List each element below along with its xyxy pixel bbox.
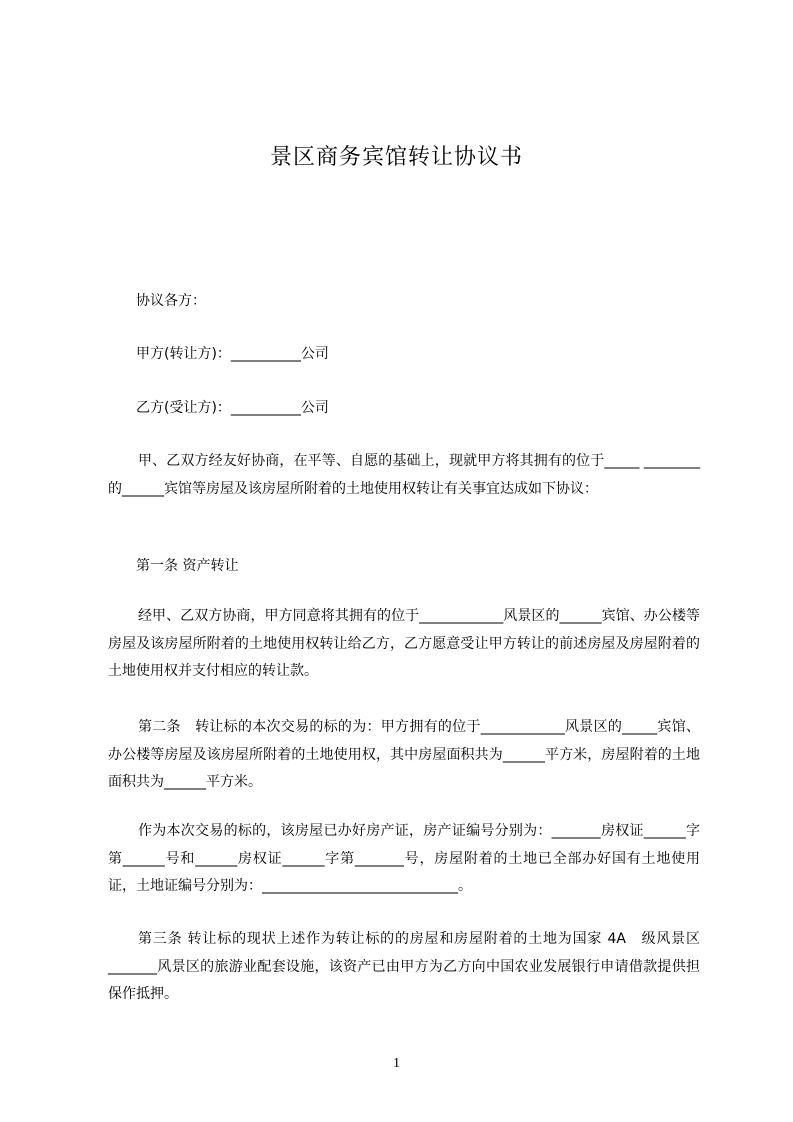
party-a-line: 甲方(转让方)：__________公司	[136, 346, 329, 362]
preamble-paragraph: 甲、乙双方经友好协商，在平等、自愿的基础上，现就甲方将其拥有的位于_____ ________的______宾馆等房屋及该房屋所附着的土地使用权转让有关事宜达成如下协议：	[108, 453, 700, 497]
article-1-paragraph: 经甲、乙双方协商，甲方同意将其拥有的位于____________风景区的______宾馆、办公楼等房屋及该房屋所附着的土地使用权转让给乙方，乙方愿意受让甲方转让的前述房屋及房屋附着的土地使用权并支付相应的转让款。	[108, 608, 700, 679]
parties-label: 协议各方：	[136, 293, 206, 309]
article-1-heading: 第一条 资产转让	[136, 558, 239, 574]
document-title: 景区商务宾馆转让协议书	[269, 145, 523, 170]
article-2-paragraph: 第二条 转让标的本次交易的标的为：甲方拥有的位于____________风景区的_____宾馆、办公楼等房屋及该房屋所附着的土地使用权，其中房屋面积共为______平方米，房屋附着的土地面积共为______平方米。	[108, 719, 700, 790]
page-number: 1	[393, 1056, 400, 1071]
certificate-paragraph: 作为本次交易的标的，该房屋已办好房产证，房产证编号分别为：_______房权证______字第______号和______房权证______字第_______号，房屋附着的土地已全部办好国有土地使用证，土地证编号分别为：____________________________。	[108, 823, 700, 894]
article-3-paragraph: 第三条 转让标的现状上述作为转让标的的房屋和房屋附着的土地为国家 4A 级风景区_______风景区的旅游业配套设施，该资产已由甲方为乙方向中国农业发展银行申请借款提供担保作抵押。	[108, 931, 700, 1002]
party-b-line: 乙方(受让方)：__________公司	[136, 400, 329, 416]
